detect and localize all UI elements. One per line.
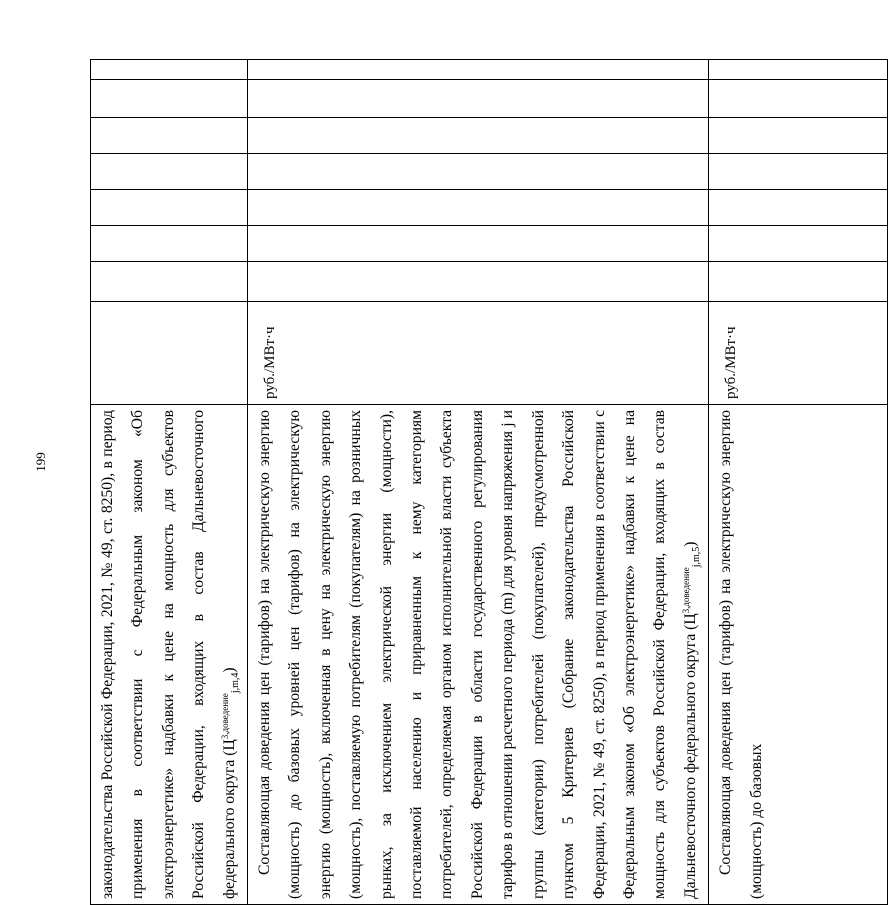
value-cell xyxy=(91,226,248,262)
value-cell xyxy=(709,80,888,118)
value-cell xyxy=(91,80,248,118)
formula-label: $(Ц^{3,доведение}_{j,m,5})$ xyxy=(680,541,702,630)
value-cell xyxy=(248,226,709,262)
unit-cell xyxy=(91,302,248,405)
table-row xyxy=(91,60,248,905)
row-description: Составляющая доведения цен (тарифов) на электрическую энергию (мощность) до базовых xyxy=(717,410,765,899)
value-cell xyxy=(709,60,888,80)
unit-cell: руб./МВт·ч xyxy=(709,302,888,405)
row-description: законодательства Российской Федерации, 2021, № 49, ст. 8250), в период применения в соответствии с Федеральным законом «Об электроэнергетике» надбавки к цене на мощность для субъектов Российской Федерации, входящих в состав Дальневосточного федерального округа $(Ц^{3,доведение}_{j,m,4})$ xyxy=(99,410,241,899)
value-cell xyxy=(709,226,888,262)
table-row xyxy=(248,60,709,905)
value-cell xyxy=(248,154,709,190)
value-cell xyxy=(91,60,248,80)
rotated-table-page xyxy=(90,60,765,905)
value-cell xyxy=(91,154,248,190)
value-cell xyxy=(248,118,709,154)
value-cell xyxy=(709,190,888,226)
unit-cell: руб./МВт·ч xyxy=(248,302,709,405)
formula-label: $(Ц^{3,доведение}_{j,m,4})$ xyxy=(219,667,241,756)
value-cell xyxy=(248,60,709,80)
description-cell xyxy=(709,405,888,905)
value-cell xyxy=(248,190,709,226)
value-cell xyxy=(709,262,888,302)
value-cell xyxy=(709,118,888,154)
value-cell xyxy=(248,80,709,118)
value-cell xyxy=(91,190,248,226)
value-cell xyxy=(248,262,709,302)
value-cell xyxy=(709,154,888,190)
value-cell xyxy=(91,262,248,302)
page-number: 199 xyxy=(33,452,48,472)
table-row xyxy=(709,60,888,905)
description-cell xyxy=(91,405,248,905)
value-cell xyxy=(91,118,248,154)
tariff-table xyxy=(90,59,888,905)
row-description: Составляющая доведения цен (тарифов) на электрическую энергию (мощность) до базовых уровней цен (тарифов) на электрическую энергию (мощность), включенная в цену на электрическую энергию (мощность), поставляемую потребителям (покупателям) на розничных рынках, за исключением электрической энергии (мощности), поставляемой населению и приравненным к нему категориям потребителей, определяемая органом исполнительной власти субъекта Российской Федерации в области государственного регулирования тарифов в отношении расчетного периода (m) для уровня напряжения j и группы (категории) потребителей (покупателей), предусмотренной пунктом 5 Критериев (Собрание законодательства Российской Федерации, 2021, № 49, ст. 8250), в период применения в соответствии с Федеральным законом «Об электроэнергетике» надбавки к цене на мощность для субъектов Российской Федерации, входящих в состав Дальневосточного федерального округа $(Ц^{3,доведение}_{j,m,5})$ xyxy=(256,410,702,899)
description-cell xyxy=(248,405,709,905)
